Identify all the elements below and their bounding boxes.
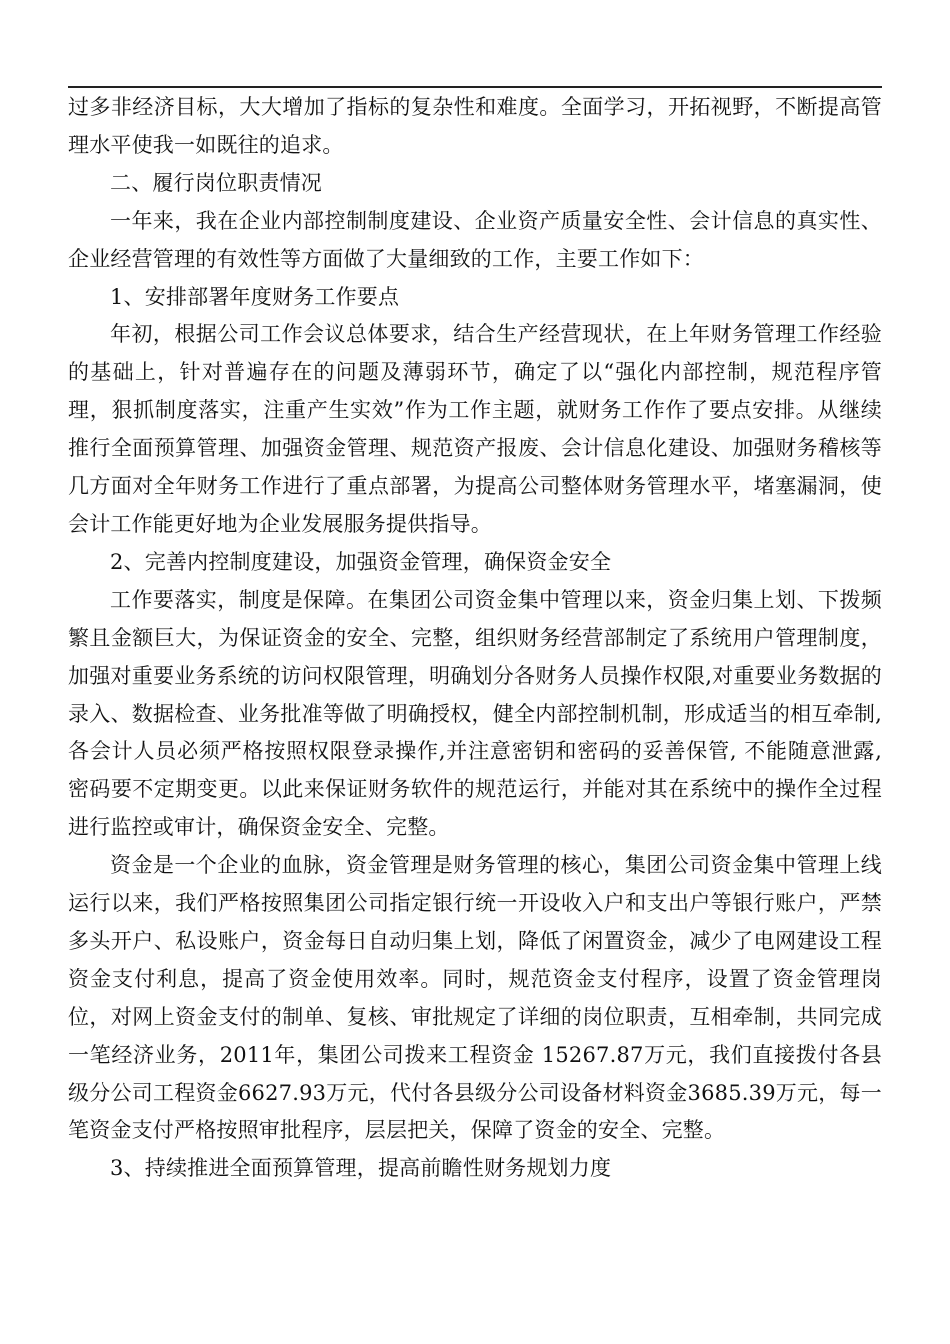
subheading-budget-management: 3、持续推进全面预算管理，提高前瞻性财务规划力度 <box>110 1156 612 1181</box>
paragraph-duties-intro: 一年来，我在企业内部控制制度建设、企业资产质量安全性、会计信息的真实性、企业经营管理的有效性等方面做了大量细致的工作，主要工作如下： <box>68 208 882 271</box>
paragraph-annual-plan: 年初，根据公司工作会议总体要求，结合生产经营现状，在上年财务管理工作经验的基础上，针对普遍存在的问题及薄弱环节，确定了以“强化内部控制，规范程序管理，狠抓制度落实，注重产生实效”作为工作主题，就财务工作作了要点安排。从继续推行全面预算管理、加强资金管理、规范资产报废、会计信息化建设、加强财务稽核等几方面对全年财务工作进行了重点部署，为提高公司整体财务管理水平，堵塞漏洞，使会计工作能更好地为企业发展服务提供指导。 <box>68 322 882 536</box>
section-heading-duties: 二、履行岗位职责情况 <box>110 170 322 195</box>
paragraph-fund-management: 资金是一个企业的血脉，资金管理是财务管理的核心，集团公司资金集中管理上线运行以来，我们严格按照集团公司指定银行统一开设收入户和支出户等银行账户，严禁多头开户、私设账户，资金每日自动归集上划，降低了闲置资金，减少了电网建设工程资金支付利息，提高了资金使用效率。同时，规范资金支付程序，设置了资金管理岗位，对网上资金支付的制单、复核、审批规定了详细的岗位职责，互相牵制，共同完成一笔经济业务，2011年，集团公司拨来工程资金 15267.87万元，我们直接拨付各县级分公司工程资金6627.93万元，代付各县级分公司设备材料资金3685.39万元，每一笔资金支付严格按照审批程序，层层把关，保障了资金的安全、完整。 <box>68 853 882 1143</box>
subheading-annual-plan: 1、安排部署年度财务工作要点 <box>110 284 400 309</box>
document-body <box>68 89 882 1188</box>
subheading-internal-control: 2、完善内控制度建设，加强资金管理，确保资金安全 <box>110 549 612 574</box>
paragraph-continuation: 过多非经济目标，大大增加了指标的复杂性和难度。全面学习，开拓视野，不断提高管理水平使我一如既往的追求。 <box>68 95 882 157</box>
header-rule <box>68 86 882 88</box>
paragraph-internal-control: 工作要落实，制度是保障。在集团公司资金集中管理以来，资金归集上划、下拨频繁且金额巨大，为保证资金的安全、完整，组织财务经营部制定了系统用户管理制度，加强对重要业务系统的访问权限管理，明确划分各财务人员操作权限,对重要业务数据的录入、数据检查、业务批准等做了明确授权，健全内部控制机制，形成适当的相互牵制,各会计人员必须严格按照权限登录操作,并注意密钥和密码的妥善保管, 不能随意泄露, 密码要不定期变更。以此来保证财务软件的规范运行，并能对其在系统中的操作全过程进行监控或审计，确保资金安全、完整。 <box>68 587 882 840</box>
